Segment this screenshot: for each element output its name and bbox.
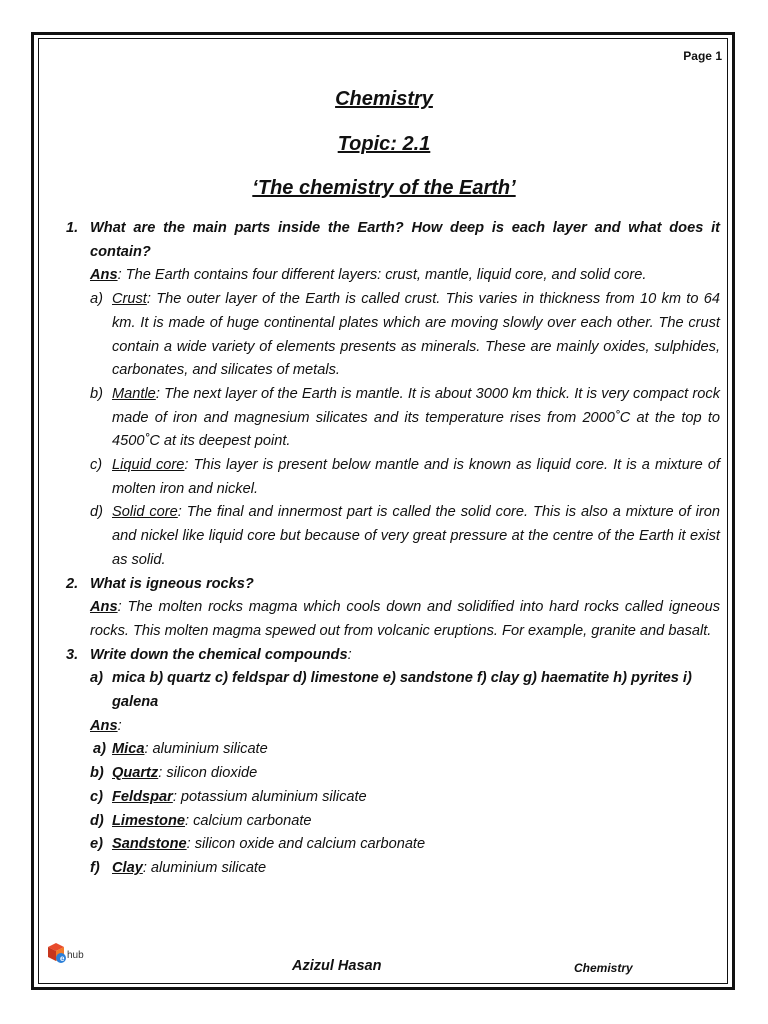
compound-name: Sandstone (112, 836, 187, 853)
answer-text: : The molten rocks magma which cools down and solidified into hard rocks called igneous rocks. This molten magma spewed out from volcanic eruptions. For example, granite and basalt. (90, 599, 720, 639)
item-text: : The outer layer of the Earth is called crust. This varies in thickness from 10 km to 64 km. It is made of huge continental plates which are moving slowly over each other. The crust contain a wide variety of elements presents as minerals. These are mainly oxides, sulphides, carbonates, and silicates of metals. (112, 291, 720, 379)
compound-formula: : aluminium silicate (144, 741, 268, 758)
item-text: : The next layer of the Earth is mantle. It is about 3000 km thick. It is very compact rock made of iron and magnesium silicates and its temperature rises from 2000˚C at the top to 4500˚C at its deepest point. (112, 385, 720, 450)
compound-name: Mica (112, 741, 145, 758)
answer-label: Ans (90, 267, 118, 284)
item-text: : The final and innermost part is called the solid core. This is also a mixture of iron and nickel like liquid core but because of very great pressure at the centre of the Earth it exist as solid. (112, 504, 720, 568)
ehub-logo (46, 941, 92, 965)
answer-2 (66, 596, 720, 643)
compound-list-text: mica b) quartz c) feldspar d) limestone e) sandstone f) clay g) haematite h) pyrites i) galena (112, 670, 692, 711)
question-number: 2. (66, 575, 79, 592)
answer-label: Ans (90, 599, 118, 616)
question-text: Write down the chemical compounds (90, 646, 348, 663)
document-body (66, 217, 720, 881)
compound-formula: : silicon dioxide (158, 765, 258, 782)
list-marker: d) (90, 504, 103, 521)
list-marker: c) (90, 788, 103, 805)
question-number: 3. (66, 646, 79, 663)
list-marker: f) (90, 859, 100, 876)
question-text: What are the main parts inside the Earth? How deep is each layer and what does it contain? (90, 220, 720, 260)
list-item-crust (66, 288, 720, 383)
compound-formula: : aluminium silicate (142, 859, 267, 876)
list-marker: a) (90, 670, 103, 687)
question-text: What is igneous rocks? (90, 575, 254, 592)
question-3 (66, 644, 720, 668)
answer-text: : The Earth contains four different layers: crust, mantle, liquid core, and solid core. (117, 267, 647, 284)
answer-label: Ans (90, 717, 118, 734)
ehub-logo-icon (46, 941, 92, 965)
list-marker: e) (90, 836, 103, 853)
list-marker: a) (90, 291, 103, 308)
subject-title: Chemistry (335, 88, 433, 110)
topic-title: Topic: 2.1 (337, 133, 431, 155)
answer-1 (66, 264, 720, 288)
compound-formula: : silicon oxide and calcium carbonate (186, 836, 426, 853)
answer-item-limestone (66, 810, 720, 834)
item-text: : This layer is present below mantle and is known as liquid core. It is a mixture of molten iron and nickel. (112, 457, 720, 497)
question-number: 1. (66, 220, 79, 236)
item-label: Crust (112, 291, 147, 308)
question-colon: : (347, 646, 352, 663)
answer-item-quartz (66, 762, 720, 786)
compound-formula: : calcium carbonate (184, 812, 312, 829)
list-item-solid-core (66, 501, 720, 572)
answer-item-clay (66, 857, 720, 881)
chapter-title: ‘The chemistry of the Earth’ (252, 177, 516, 199)
compound-name: Clay (112, 859, 143, 876)
list-marker: a) (93, 741, 106, 758)
question-1 (66, 217, 720, 264)
compound-name: Quartz (112, 765, 159, 782)
item-label: Mantle (112, 385, 156, 402)
svg-text:e: e (60, 954, 65, 963)
answer-item-mica (66, 738, 720, 762)
list-marker: b) (90, 765, 104, 782)
compound-name: Feldspar (112, 788, 173, 805)
answer-colon: : (117, 717, 122, 734)
footer-author: Azizul Hasan (292, 958, 382, 974)
answer-item-feldspar (66, 786, 720, 810)
list-marker: b) (90, 385, 103, 402)
list-item-mantle (66, 383, 720, 454)
list-marker: d) (90, 812, 104, 829)
footer-subject: Chemistry (574, 961, 633, 975)
compound-formula: : potassium aluminium silicate (172, 788, 367, 805)
item-label: Liquid core (112, 457, 185, 474)
question-2 (66, 573, 720, 597)
list-marker: c) (90, 457, 103, 474)
item-label: Solid core (112, 504, 178, 521)
page-number: Page 1 (683, 49, 722, 63)
compound-list (66, 667, 720, 714)
logo-text: hub (67, 950, 84, 961)
answer-item-sandstone (66, 833, 720, 857)
list-item-liquid-core (66, 454, 720, 501)
answer-3-label (66, 715, 720, 739)
compound-name: Limestone (112, 812, 185, 829)
